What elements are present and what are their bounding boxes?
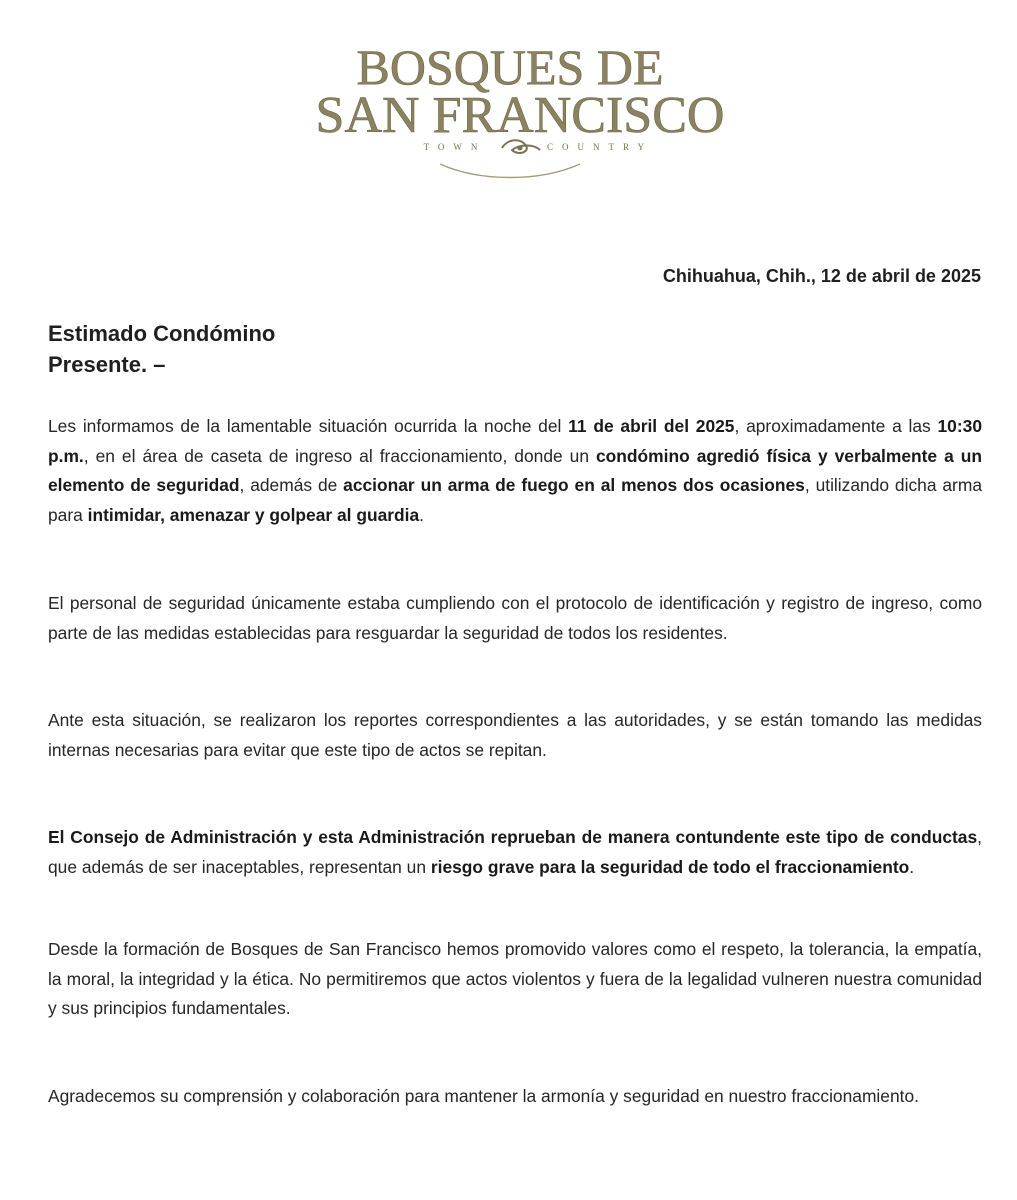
p1-bold-time: 10:30 p.m.	[48, 416, 982, 466]
p4-text-2: .	[909, 856, 915, 877]
logo-tagline-right: COUNTRY	[546, 142, 654, 152]
salutation-line2: Presente. –	[48, 352, 166, 377]
paragraph-thanks: Agradecemos su comprensión y colaboración para mantener la armonía y seguridad en nuestro fraccionamiento.	[48, 1086, 919, 1106]
p1-text-5: , utilizando dicha arma para	[48, 475, 982, 525]
p4-bold-council: El Consejo de Administración y esta Administración reprueban de manera contundente este tipo de conductas	[48, 827, 978, 847]
paragraph-reports: Ante esta situación, se realizaron los reportes correspondientes a las autoridades, y se están tomando las medidas internas necesarias para evitar que este tipo de actos se repitan.	[48, 710, 982, 760]
paragraph-condemnation	[48, 823, 982, 882]
p1-bold-firearm: accionar un arma de fuego en al menos dos ocasiones	[343, 475, 805, 495]
logo-line1: BOSQUES DE	[356, 39, 664, 95]
p1-text-2: , aproximadamente a las	[734, 416, 938, 436]
logo-swoosh-icon	[440, 164, 580, 178]
p1-text-3: , en el área de caseta de ingreso al fraccionamiento, donde un	[83, 445, 596, 466]
logo-graphic	[290, 32, 770, 182]
p4-text-1: , que además de ser inaceptables, representan un	[48, 827, 982, 877]
logo-tagline-left: TOWN	[423, 142, 487, 152]
paragraph-values	[48, 935, 982, 1024]
p1-text-4: , además de	[239, 475, 344, 495]
salutation	[48, 318, 275, 380]
bosques-logo	[290, 32, 770, 182]
p5-text: Desde la formación de Bosques de San Francisco hemos promovido valores como el respeto, la tolerancia, la empatía, la moral, la integridad y la ética. No permitiremos que actos violentos y fuera de la legalidad vulneren nuestra comunidad y sus principios fundamentales.	[48, 939, 982, 1018]
paragraph-incident	[48, 412, 982, 530]
logo-line2: SAN FRANCISCO	[315, 87, 725, 144]
p1-text-6: .	[419, 504, 424, 525]
p4-bold-risk: riesgo grave para la seguridad de todo el fraccionamiento	[430, 856, 910, 877]
p1-bold-intimidation: intimidar, amenazar y golpear al guardia	[87, 504, 420, 525]
paragraph-security-protocol: El personal de seguridad únicamente estaba cumpliendo con el protocolo de identificación y registro de ingreso, como parte de las medidas establecidas para resguardar la seguridad de todos los residentes.	[48, 593, 982, 643]
p1-text-1: Les informamos de la lamentable situación ocurrida la noche del	[48, 416, 569, 436]
p1-bold-date: 11 de abril del 2025	[568, 416, 735, 436]
letter-date: Chihuahua, Chih., 12 de abril de 2025	[662, 266, 981, 286]
salutation-line1: Estimado Condómino	[48, 321, 276, 346]
p1-bold-aggression: condómino agredió física y verbalmente a un elemento de seguridad	[48, 445, 982, 495]
